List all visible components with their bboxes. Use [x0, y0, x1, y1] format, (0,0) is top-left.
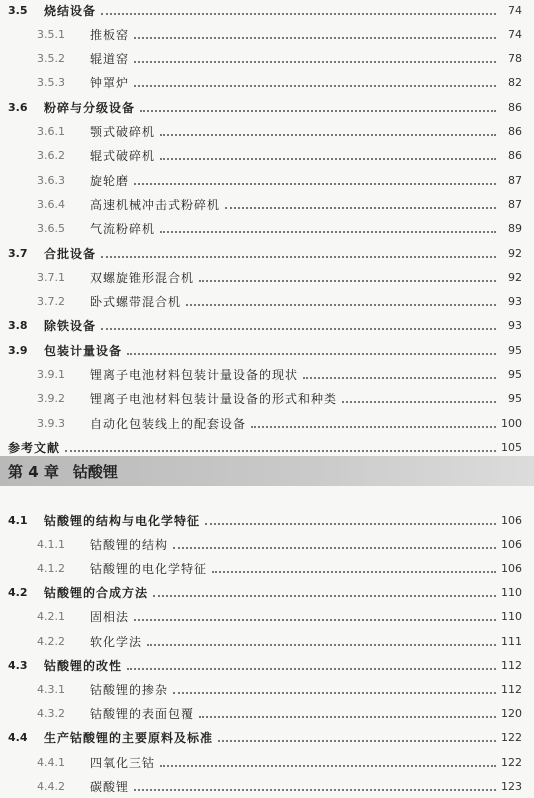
toc-subsection-entry[interactable] [0, 265, 534, 289]
dot-leader [199, 279, 496, 282]
toc-entry-title: 碳酸锂 [90, 779, 130, 794]
dot-leader [140, 109, 496, 112]
dot-leader [173, 546, 496, 549]
toc-section-entry[interactable] [0, 726, 534, 750]
toc-entry-number: 4.2 [8, 586, 28, 600]
toc-entry-number: 3.7 [8, 246, 28, 260]
chapter-title: 钴酸锂 [72, 462, 118, 481]
toc-entry-title: 辊道窑 [90, 52, 130, 67]
toc-entry-title: 包装计量设备 [44, 343, 123, 358]
toc-entry-number: 3.7.2 [37, 295, 65, 309]
toc-entry-page-number: 87 [508, 197, 522, 211]
toc-entry-page-number: 120 [501, 707, 522, 721]
toc-entry-page-number: 95 [508, 392, 522, 406]
toc-section-entry[interactable] [0, 0, 534, 22]
toc-subsection-entry[interactable] [0, 217, 534, 241]
toc-entry-title: 自动化包装线上的配套设备 [90, 416, 247, 431]
dot-leader [153, 594, 496, 597]
toc-section-entry[interactable] [0, 581, 534, 605]
toc-entry-title: 钴酸锂的结构 [90, 537, 169, 552]
toc-entry-title: 辊式破碎机 [90, 149, 156, 164]
toc-entry-number: 3.5.3 [37, 76, 65, 90]
dot-leader [212, 570, 496, 573]
toc-entry-page-number: 78 [508, 52, 522, 66]
toc-entry-number: 4.2.1 [37, 610, 65, 624]
dot-leader [127, 667, 496, 670]
toc-subsection-entry[interactable] [0, 22, 534, 46]
toc-section-entry[interactable] [0, 338, 534, 362]
toc-entry-title: 钴酸锂的表面包覆 [90, 707, 195, 722]
toc-section-entry[interactable] [0, 314, 534, 338]
dot-leader [342, 400, 496, 403]
toc-subsection-entry[interactable] [0, 290, 534, 314]
toc-entry-title: 钴酸锂的合成方法 [44, 586, 149, 601]
toc-subsection-entry[interactable] [0, 168, 534, 192]
dot-leader [134, 84, 496, 87]
toc-subsection-entry[interactable] [0, 774, 534, 798]
toc-entry-title: 颚式破碎机 [90, 125, 156, 139]
dot-leader [205, 522, 496, 525]
toc-subsection-entry[interactable] [0, 677, 534, 701]
dot-leader [173, 691, 496, 694]
toc-entry-title: 锂离子电池材料包装计量设备的形式和种类 [90, 392, 338, 407]
dot-leader [160, 230, 496, 233]
toc-subsection-entry[interactable] [0, 702, 534, 726]
toc-subsection-entry[interactable] [0, 363, 534, 387]
dot-leader [186, 303, 496, 306]
dot-leader [160, 764, 496, 767]
toc-subsection-entry[interactable] [0, 411, 534, 435]
toc-entry-page-number: 87 [508, 173, 522, 187]
toc-entry-title: 钟罩炉 [90, 76, 130, 91]
toc-subsection-entry[interactable] [0, 120, 534, 144]
toc-entry-page-number: 86 [508, 100, 522, 114]
dot-leader [199, 715, 496, 718]
toc-entry-page-number: 110 [501, 586, 522, 600]
toc-entry-title: 旋轮磨 [90, 173, 130, 188]
toc-entry-page-number: 110 [501, 610, 522, 624]
toc-entry-page-number: 74 [508, 3, 522, 17]
dot-leader [160, 157, 496, 160]
toc-entry-page-number: 106 [501, 537, 522, 551]
toc-subsection-entry[interactable] [0, 556, 534, 580]
dot-leader [134, 788, 496, 791]
toc-entry-title: 双螺旋锥形混合机 [90, 270, 195, 285]
chapter-number: 第 4 章 [8, 462, 59, 481]
toc-subsection-entry[interactable] [0, 532, 534, 556]
toc-entry-number: 3.9.3 [37, 416, 65, 430]
toc-entry-number: 4.4.1 [37, 755, 65, 769]
toc-entry-page-number: 106 [501, 561, 522, 575]
toc-subsection-entry[interactable] [0, 144, 534, 168]
chapter-heading [0, 456, 534, 486]
toc-entry-title: 除铁设备 [44, 319, 97, 334]
toc-entry-number: 4.4 [8, 731, 28, 745]
toc-entry-page-number: 93 [508, 319, 522, 333]
dot-leader [101, 12, 496, 15]
dot-leader [303, 376, 496, 379]
toc-entry-title: 软化学法 [90, 634, 143, 649]
toc-entry-title: 推板窑 [90, 27, 130, 42]
toc-entry-number: 3.9.1 [37, 368, 65, 381]
toc-entry-title: 气流粉碎机 [90, 222, 156, 237]
toc-entry-page-number: 74 [508, 27, 522, 41]
toc-entry-number: 4.3.2 [37, 707, 65, 721]
toc-section-entry[interactable] [0, 241, 534, 265]
toc-subsection-entry[interactable] [0, 387, 534, 411]
toc-entry-title: 钴酸锂的掺杂 [90, 682, 169, 697]
toc-subsection-entry[interactable] [0, 605, 534, 629]
toc-entry-page-number: 122 [501, 755, 522, 769]
toc-entry-number: 3.5.1 [37, 27, 65, 41]
dot-leader [101, 327, 496, 330]
toc-entry-page-number: 95 [508, 343, 522, 357]
toc-entry-number: 4.1.1 [37, 537, 65, 551]
toc-entry-number: 3.6.5 [37, 222, 65, 236]
toc-entry-title: 生产钴酸锂的主要原料及标准 [44, 731, 214, 746]
toc-entry-number: 4.1.2 [37, 561, 65, 575]
toc-entry-page-number: 112 [501, 658, 522, 672]
toc-entry-title: 四氧化三钴 [90, 755, 156, 770]
toc-entry-number: 3.6.1 [37, 125, 65, 138]
toc-entry-page-number: 100 [501, 416, 522, 430]
toc-entry-title: 钴酸锂的结构与电化学特征 [44, 513, 201, 528]
dot-leader [160, 133, 496, 136]
dot-leader [134, 618, 496, 621]
dot-leader [65, 449, 496, 452]
toc-entry-number: 3.5.2 [37, 52, 65, 66]
toc-subsection-entry[interactable] [0, 47, 534, 71]
toc-entry-number: 3.9.2 [37, 392, 65, 406]
toc-entry-page-number: 89 [508, 222, 522, 236]
toc-entry-page-number: 86 [508, 149, 522, 163]
toc-entry-page-number: 86 [508, 125, 522, 138]
toc-subsection-entry[interactable] [0, 629, 534, 653]
toc-section-entry[interactable] [0, 653, 534, 677]
toc-subsection-entry[interactable] [0, 750, 534, 774]
dot-leader [127, 352, 496, 355]
toc-entry-number: 3.6.4 [37, 197, 65, 211]
toc-entry-page-number: 92 [508, 246, 522, 260]
toc-entry-number: 3.5 [8, 3, 28, 17]
dot-leader [101, 255, 496, 258]
toc-entry-page-number: 93 [508, 295, 522, 309]
toc-entry-title: 高速机械冲击式粉碎机 [90, 197, 221, 212]
toc-entry-page-number: 95 [508, 368, 522, 381]
toc-entry-page-number: 112 [501, 682, 522, 696]
dot-leader [225, 206, 496, 209]
toc-entry-number: 3.6 [8, 100, 28, 114]
toc-entry-title: 锂离子电池材料包装计量设备的现状 [90, 368, 299, 382]
toc-entry-page-number: 122 [501, 731, 522, 745]
toc-entry-number: 3.7.1 [37, 270, 65, 284]
dot-leader [218, 739, 496, 742]
toc-subsection-entry[interactable] [0, 71, 534, 95]
dot-leader [134, 182, 496, 185]
toc-entry-number: 4.3.1 [37, 682, 65, 696]
toc-entry-title: 钴酸锂的电化学特征 [90, 561, 208, 576]
toc-entry-page-number: 106 [501, 513, 522, 527]
dot-leader [134, 60, 496, 63]
toc-section-entry[interactable] [0, 95, 534, 119]
toc-entry-page-number: 92 [508, 270, 522, 284]
toc-entry-page-number: 111 [501, 634, 522, 648]
toc-entry-number: 4.2.2 [37, 634, 65, 648]
toc-entry-number: 4.3 [8, 658, 28, 672]
toc-subsection-entry[interactable] [0, 192, 534, 216]
toc-entry-number: 4.4.2 [37, 779, 65, 793]
toc-entry-page-number: 82 [508, 76, 522, 90]
toc-entry-number: 3.8 [8, 319, 28, 333]
toc-entry-number: 3.6.2 [37, 149, 65, 163]
toc-entry-number: 4.1 [8, 513, 28, 527]
toc-entry-title: 合批设备 [44, 246, 97, 261]
toc-entry-title: 固相法 [90, 610, 130, 625]
toc-entry-number: 3.6.3 [37, 173, 65, 187]
toc-entry-title: 卧式螺带混合机 [90, 295, 182, 310]
toc-section-entry[interactable] [0, 508, 534, 532]
dot-leader [251, 425, 496, 428]
toc-entry-page-number: 123 [501, 779, 522, 793]
toc-entry-title: 参考文献 [8, 440, 61, 455]
toc-entry-number: 3.9 [8, 343, 28, 357]
dot-leader [134, 36, 496, 39]
toc-entry-title: 粉碎与分级设备 [44, 100, 136, 115]
toc-entry-title: 烧结设备 [44, 3, 97, 18]
dot-leader [147, 643, 496, 646]
toc-entry-page-number: 105 [501, 440, 522, 454]
toc-entry-title: 钴酸锂的改性 [44, 658, 123, 673]
